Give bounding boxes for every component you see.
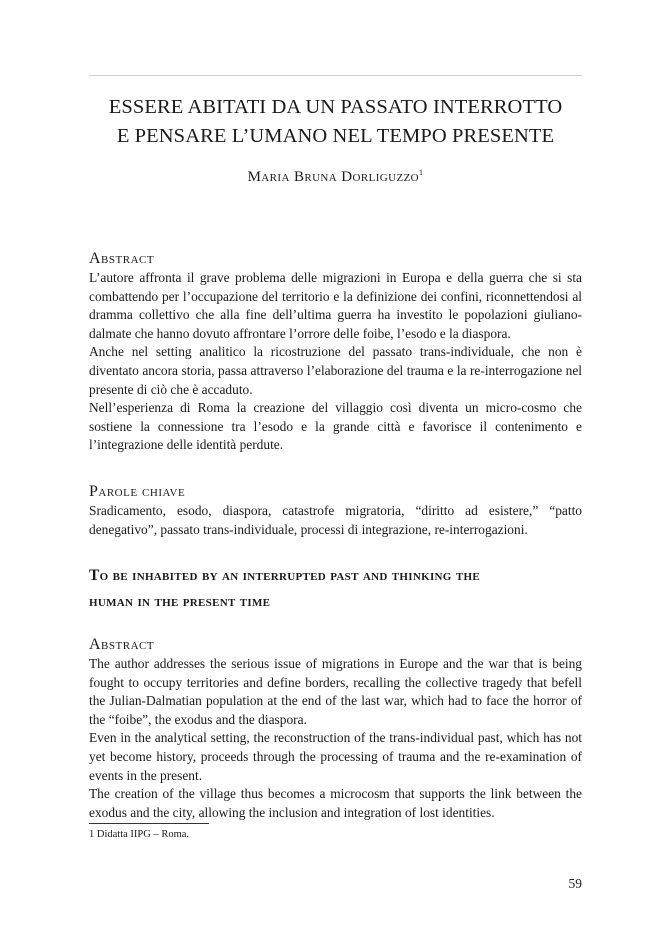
abstract-en-paragraph: Even in the analytical setting, the reconstruction of the trans-individual past, which has not yet become history, proceeds through the processing of trauma and the re-examination of events in the present. — [89, 730, 582, 783]
author-name: Maria Bruna Dorliguzzo — [247, 169, 420, 185]
abstract-en-paragraph: The creation of the village thus becomes a microcosm that supports the link between the exodus and the city, allowing the inclusion and integration of lost identities. — [89, 786, 582, 820]
abstract-it-paragraph: Anche nel setting analitico la ricostruzione del passato trans-individuale, che non è diventato ancora storia, passa attraverso l’elaborazione del trauma e la re-interrogazione nel presente di ciò che è accaduto. — [89, 344, 582, 397]
page-number: 59 — [568, 876, 582, 891]
keywords-body — [89, 502, 582, 539]
abstract-it-paragraph: L’autore affronta il grave problema delle migrazioni in Europa e della guerra che si sta combattendo per l’occupazione del territorio e la definizione dei confini, riconnettendosi al dramma collettivo che alla fine dell’ultima guerra ha investito le popolazioni giuliano-dalmate che hanno dovuto affrontare l’orrore delle foibe, l’esodo e la diaspora. — [89, 270, 582, 341]
abstract-en-body — [89, 655, 582, 822]
footnote-rule — [89, 823, 209, 824]
abstract-en-paragraph: The author addresses the serious issue of migrations in Europe and the war that is being fought to occupy territories and define borders, recalling the collective tragedy that befell the Julian-Dalmatian population at the end of the last war, which had to face the horror of the “foibe”, the exodus and the diaspora. — [89, 656, 582, 727]
title-line-2: E PENSARE L’UMANO NEL TEMPO PRESENTE — [116, 125, 555, 147]
title-line-1: ESSERE ABITATI DA UN PASSATO INTERROTTO — [108, 96, 563, 118]
english-title-line-1: To be inhabited by an interrupted past and thinking the — [89, 567, 480, 584]
english-title-line-2: human in the present time — [89, 593, 271, 610]
footnote: 1 Didatta IIPG – Roma. — [89, 829, 190, 840]
author-byline — [89, 168, 582, 186]
article-title — [89, 93, 582, 151]
abstract-it-paragraph: Nell’esperienza di Roma la creazione del villaggio così diventa un micro-cosmo che sostiene la connessione tra l’esodo e la grande città e favorisce il contenimento e l’integrazione delle identità perdute. — [89, 400, 582, 453]
header-rule — [89, 75, 582, 76]
author-footnote-mark: 1 — [419, 168, 424, 177]
keywords-text: Sradicamento, esodo, diaspora, catastrofe migratoria, “diritto ad esistere,” “patto denegativo”, passato trans-individuale, processi di integrazione, re-interrogazioni. — [89, 503, 582, 537]
english-title — [89, 563, 582, 615]
keywords-heading: Parole chiave — [89, 483, 186, 500]
abstract-en-heading: Abstract — [89, 636, 155, 653]
abstract-it-heading: Abstract — [89, 250, 155, 267]
abstract-it-body — [89, 269, 582, 455]
